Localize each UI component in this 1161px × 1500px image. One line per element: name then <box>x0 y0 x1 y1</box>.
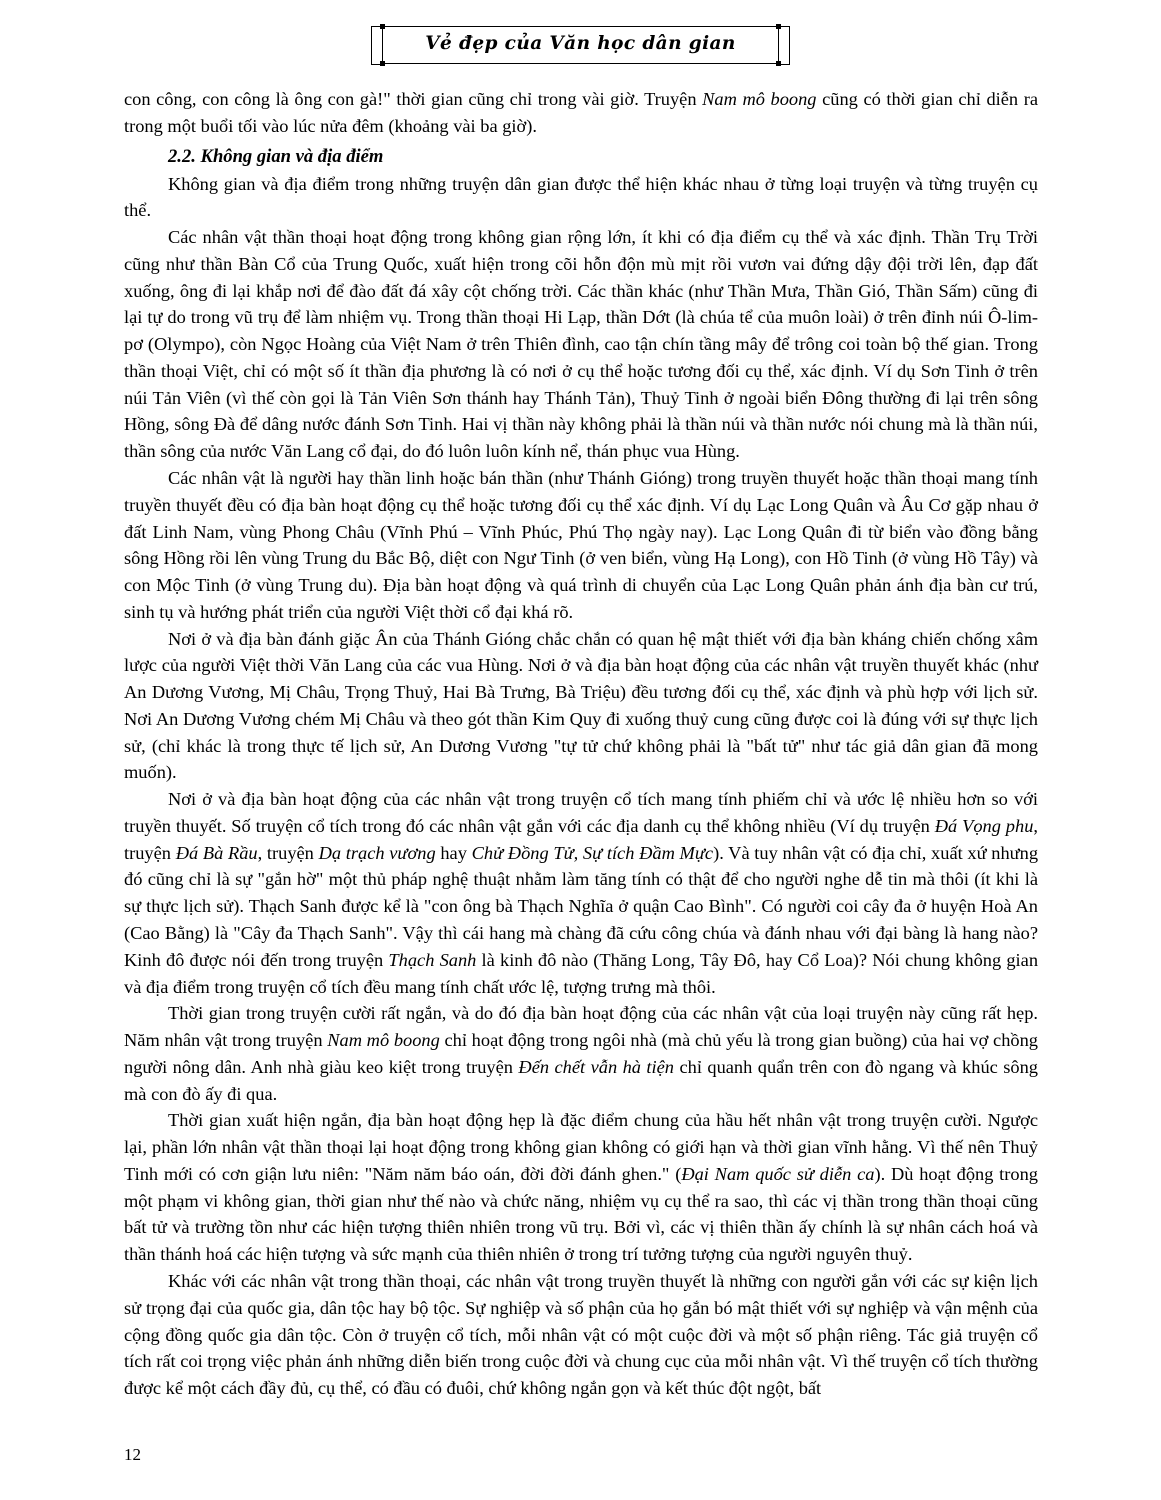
text-run: cũng có thời gian chỉ diễn ra trong một buổi tối vào lúc nửa đêm (khoảng vài ba giờ). <box>124 89 1038 136</box>
text-run: Không gian và địa điểm trong những truyện dân gian được thể hiện khác nhau ở từng loại truyện và từng truyện cụ thể. <box>124 173 1038 221</box>
body-paragraph <box>124 1000 1038 1107</box>
page-body-text <box>124 86 1038 1402</box>
title-italic: Thạch Sanh <box>388 949 477 970</box>
text-run: con công, con công là ông con gà!" thời gian cũng chỉ trong vài giờ. Truyện <box>124 89 703 109</box>
body-paragraph <box>124 1107 1038 1268</box>
frame-corner-dot <box>380 61 385 66</box>
title-italic: Nam mô boong <box>702 89 817 109</box>
title-italic: Đến chết vẫn hà tiện <box>518 1056 675 1077</box>
title-italic: Đá Bà Rầu <box>175 842 258 863</box>
body-paragraph <box>124 224 1038 465</box>
page-header <box>0 26 1161 64</box>
body-paragraph <box>124 171 1038 225</box>
text-run: chỉ quanh quẩn trên con đò ngang và khúc sông mà con đò ấy đi qua. <box>124 1056 1038 1104</box>
body-paragraph <box>124 786 1038 1000</box>
frame-corner-dot <box>776 61 781 66</box>
page-number: 12 <box>124 1445 141 1464</box>
text-run: hay <box>435 842 472 863</box>
title-italic: Chử Đồng Tử, Sự tích Đầm Mực <box>471 842 714 863</box>
text-run: Thời gian trong truyện cười rất ngắn, và do đó địa bàn hoạt động của các nhân vật của loại truyện này cũng rất hẹp. Năm nhân vật trong truyện <box>124 1003 1038 1051</box>
text-run: Các nhân vật thần thoại hoạt động trong không gian rộng lớn, ít khi có địa điểm cụ thể và xác định. Thần Trụ Trời cũng như thần Bàn Cổ của Trung Quốc, xuất hiện trong cõi hỗn độn mù mịt rồi vươn vai đứng dậy đội trời lên, đạp đất xuống, ông đi lại khắp nơi để đào đất đá xây cột chống trời. Các thần khác (như Thần Mưa, Thần Gió, Thần Sấm) cũng đi lại tự do trong vũ trụ để làm nhiệm vụ. Trong thần thoại Hi Lạp, thần Dớt (là chúa tể của muôn loài) ở trên đỉnh núi Ô-lim-pơ (Olympo), còn Ngọc Hoàng của Việt Nam ở trên Thiên đình, cao tận chín tầng mây để trông coi toàn bộ thế gian. Trong thần thoại Việt, chỉ có một số ít thần địa phương là có nơi ở cụ thể hoặc tương đối cụ thể, xác định. Ví dụ Sơn Tinh ở trên núi Tản Viên (vì thế còn gọi là Tản Viên Sơn thánh hay Thánh Tản), Thuỷ Tinh ở ngoài biển Đông thường đi lại trên sông Hồng, sông Đà để dâng nước đánh Sơn Tinh. Hai vị thần này không phải là thần núi và thần nước nói chung mà là thần núi, thần sông của nước Văn Lang cổ đại, do đó luôn luôn kính nể, thán phục vua Hùng. <box>124 227 1038 462</box>
text-run: Nơi ở và địa bàn đánh giặc Ân của Thánh Gióng chắc chắn có quan hệ mật thiết với địa bàn kháng chiến chống xâm lược của người Việt thời Văn Lang của các vua Hùng. Nơi ở và địa bàn hoạt động của các nhân vật truyền thuyết khác (như An Dương Vương, Mị Châu, Trọng Thuỷ, Hai Bà Trưng, Bà Triệu) đều tương đối cụ thể, xác định và phù hợp với lịch sử. Nơi An Dương Vương chém Mị Châu và theo gót thần Kim Quy đi xuống thuỷ cung cũng được coi là đúng với sự thực lịch sử, (chỉ khác là trong thực tế lịch sử, An Dương Vương "tự tử chứ không phải là "bất tử" như tác giả dân gian đã mong muốn). <box>124 628 1038 783</box>
title-italic: Nam mô boong <box>327 1030 440 1051</box>
text-run: , truyện <box>257 842 319 863</box>
text-run: chỉ hoạt động trong ngôi nhà (mà chủ yếu là trong gian buồng) của hai vợ chồng người nông dân. Anh nhà giàu keo kiệt trong truyện <box>124 1030 1038 1077</box>
running-head-title: Vẻ đẹp của Văn học dân gian <box>425 33 736 54</box>
text-run: Nơi ở và địa bàn hoạt động của các nhân vật trong truyện cổ tích mang tính phiếm chỉ và ước lệ nhiều hơn so với truyền thuyết. Số truyện cổ tích trong đó các nhân vật gắn với các địa danh cụ thể không nhiều (Ví dụ truyện <box>124 789 1038 836</box>
text-run: Khác với các nhân vật trong thần thoại, các nhân vật trong truyền thuyết là những con người gắn với các sự kiện lịch sử trọng đại của quốc gia, dân tộc hay bộ tộc. Sự nghiệp và số phận của họ gắn bó mật thiết với sự nghiệp và vận mệnh của cộng đồng quốc gia dân tộc. Còn ở truyện cổ tích, mỗi nhân vật có một cuộc đời và một số phận riêng. Tác giả truyện cổ tích rất coi trọng việc phản ánh những diễn biến trong cuộc đời và chung cục của mỗi nhân vật. Vì thế truyện cổ tích thường được kể một cách đầy đủ, cụ thể, có đầu có đuôi, chứ không ngắn gọn và kết thúc đột ngột, bất <box>124 1270 1038 1399</box>
text-run: , truyện <box>124 815 1039 863</box>
title-italic: Đại Nam quốc sử diễn ca <box>681 1163 875 1184</box>
frame-corner-dot <box>380 24 385 29</box>
text-run: Thời gian xuất hiện ngắn, địa bàn hoạt động hẹp là đặc điểm chung của hầu hết nhân vật trong truyện cười. Ngược lại, phần lớn nhân vật thần thoại lại hoạt động trong không gian không có giới hạn và thời gian vĩnh hằng. Vì thế nên Thuỷ Tinh mới có cơn giận lưu niên: "Năm năm báo oán, đời đời đánh ghen." ( <box>124 1110 1038 1184</box>
header-frame <box>382 26 779 64</box>
section-heading <box>124 143 1038 170</box>
text-run: ). Và tuy nhân vật có địa chỉ, xuất xứ nhưng đó cũng chỉ là sự "gắn hờ" một thủ pháp nghệ thuật nhằm làm tăng tính có thật để cho người nghe dễ tin mà thôi (ít khi là sự thực lịch sử). Thạch Sanh được kể là "con ông bà Thạch Nghĩa ở quận Cao Bình". Có người coi cây đa ở huyện Hoà An (Cao Bằng) là "Cây đa Thạch Sanh". Vậy thì cái hang mà chàng đã cứu công chúa và đánh nhau với đại bàng là hang nào? Kinh đô được nói đến trong truyện <box>124 842 1039 970</box>
title-italic: Dạ trạch vương <box>318 842 436 863</box>
body-paragraph <box>124 465 1038 626</box>
body-paragraph <box>124 86 1038 140</box>
text-run: 2.2. Không gian và địa điểm <box>168 145 384 167</box>
body-paragraph <box>124 1268 1038 1402</box>
body-paragraph <box>124 626 1038 787</box>
title-italic: Đá Vọng phu <box>934 815 1034 836</box>
text-run: là kinh đô nào (Thăng Long, Tây Đô, hay Cổ Loa)? Nói chung không gian và địa điểm trong truyện cổ tích đều mang tính chất ước lệ, tượng trưng mà thôi. <box>124 949 1039 997</box>
frame-corner-dot <box>776 24 781 29</box>
text-run: Các nhân vật là người hay thần linh hoặc bán thần (như Thánh Gióng) trong truyền thuyết hoặc thần thoại mang tính truyền thuyết đều có địa bàn hoạt động cụ thể hoặc tương đối cụ thể xác định. Ví dụ Lạc Long Quân và Âu Cơ gặp nhau ở đất Linh Nam, vùng Phong Châu (Vĩnh Phú – Vĩnh Phúc, Phú Thọ ngày nay). Lạc Long Quân đi từ biển vào đồng bằng sông Hồng rồi lên vùng Trung du Bắc Bộ, diệt con Ngư Tinh (ở ven biển, vùng Hạ Long), con Hồ Tinh (ở vùng Hồ Tây) và con Mộc Tinh (ở vùng Trung du). Địa bàn hoạt động và quá trình di chuyển của Lạc Long Quân phản ánh địa bàn cư trú, sinh tụ và hướng phát triển của người Việt thời cổ đại khá rõ. <box>124 468 1038 622</box>
text-run: ). Dù hoạt động trong một phạm vi không gian, thời gian như thế nào và chức năng, nhiệm vụ cụ thể ra sao, thì các vị thần trong thần thoại cũng bất tử và trường tồn như các hiện tượng thiên nhiên trong vũ trụ. Bởi vì, các vị thiên thần ấy chính là sự nhân cách hoá và thần thánh hoá các hiện tượng và sức mạnh của thiên nhiên ở trong trí tưởng tượng của người nguyên thuỷ. <box>124 1163 1039 1265</box>
